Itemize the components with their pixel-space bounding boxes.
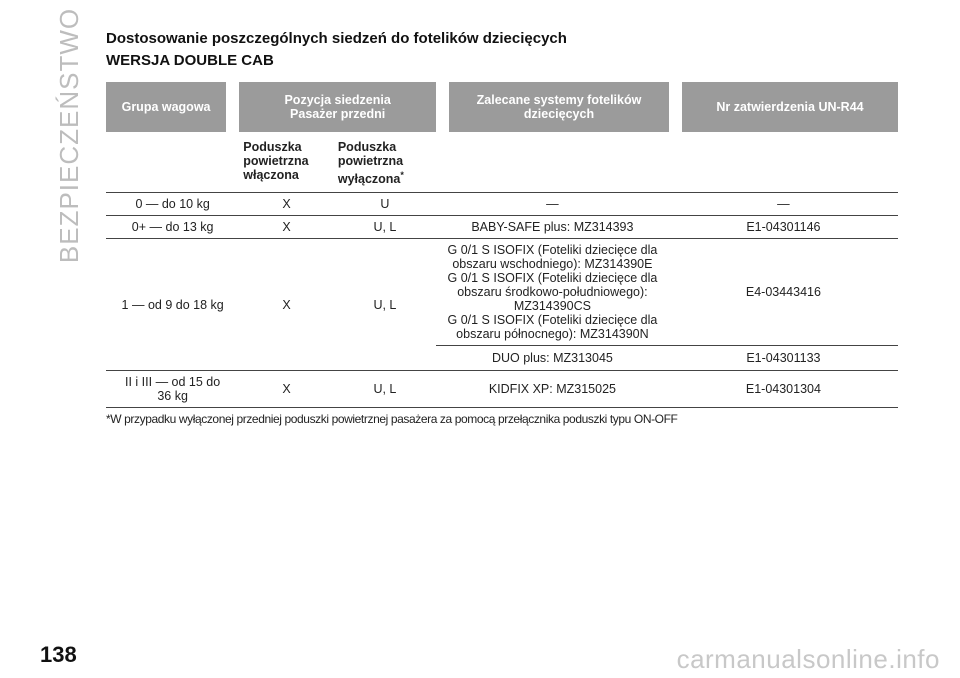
subheader-empty <box>436 132 898 193</box>
cell-approval: E4-03443416 <box>669 239 898 346</box>
header-weight-group: Grupa wagowa <box>106 82 226 132</box>
cell-weight-group: 1 — od 9 do 18 kg <box>106 239 239 371</box>
cell-airbag-off: U, L <box>334 216 436 239</box>
table-row <box>106 371 898 408</box>
cell-weight-group: II i III — od 15 do 36 kg <box>106 371 239 408</box>
cell-weight-group: 0 — do 10 kg <box>106 193 239 216</box>
subheader-airbag-off: Poduszka powietrzna wyłączona <box>337 140 404 187</box>
header-approval: Nr zatwierdzenia UN-R44 <box>682 82 898 132</box>
header-systems: Zalecane systemy fotelików dziecięcych <box>449 82 669 132</box>
cell-airbag-on: X <box>239 216 334 239</box>
table-row <box>106 216 898 239</box>
footnote-marker: * <box>400 170 404 180</box>
cell-system: KIDFIX XP: MZ315025 <box>436 371 669 408</box>
cell-system: — <box>436 193 669 216</box>
page-subtitle: WERSJA DOUBLE CAB <box>106 52 274 69</box>
cell-airbag-on: X <box>239 371 334 408</box>
cell-system: G 0/1 S ISOFIX (Foteliki dziecięce dla obszaru wschodniego): MZ314390E G 0/1 S ISOFIX (Foteliki dziecięce dla obszaru środkowo-południowego): MZ314390CS G 0/1 S ISOFIX (Foteliki dziecięce dla obszaru północnego): MZ314390N <box>436 239 669 346</box>
cell-approval: — <box>669 193 898 216</box>
header-seat-position: Pozycja siedzenia Pasażer przedni <box>239 82 436 132</box>
subheader-airbag-off-cell <box>334 132 436 193</box>
header-gap <box>436 82 449 132</box>
cell-system: DUO plus: MZ313045 <box>436 346 669 371</box>
table-subheader-row <box>106 132 898 193</box>
header-gap <box>669 82 682 132</box>
section-side-tab-label: BEZPIECZEŃSTWO <box>54 7 85 263</box>
cell-airbag-off: U <box>334 193 436 216</box>
section-side-tab <box>54 7 85 263</box>
table-header-row <box>106 82 898 132</box>
child-seat-table <box>106 82 898 408</box>
cell-approval: E1-04301146 <box>669 216 898 239</box>
cell-airbag-on: X <box>239 239 334 371</box>
subheader-empty <box>106 132 239 193</box>
cell-system: BABY-SAFE plus: MZ314393 <box>436 216 669 239</box>
cell-airbag-on: X <box>239 193 334 216</box>
page-title: Dostosowanie poszczególnych siedzeń do fotelików dziecięcych <box>106 30 567 47</box>
cell-weight-group: 0+ — do 13 kg <box>106 216 239 239</box>
watermark: carmanualsonline.info <box>676 644 940 674</box>
header-gap <box>226 82 239 132</box>
cell-airbag-off: U, L <box>334 371 436 408</box>
cell-airbag-off: U, L <box>334 239 436 371</box>
subheader-airbag-on: Poduszka powietrzna włączona <box>239 132 334 193</box>
footnote: *W przypadku wyłączonej przedniej poduszki powietrznej pasażera za pomocą przełącznika poduszki typu ON-OFF <box>106 412 678 426</box>
cell-approval: E1-04301304 <box>669 371 898 408</box>
table-row <box>106 193 898 216</box>
cell-approval: E1-04301133 <box>669 346 898 371</box>
table-row <box>106 239 898 346</box>
page-number: 138 <box>40 642 77 667</box>
